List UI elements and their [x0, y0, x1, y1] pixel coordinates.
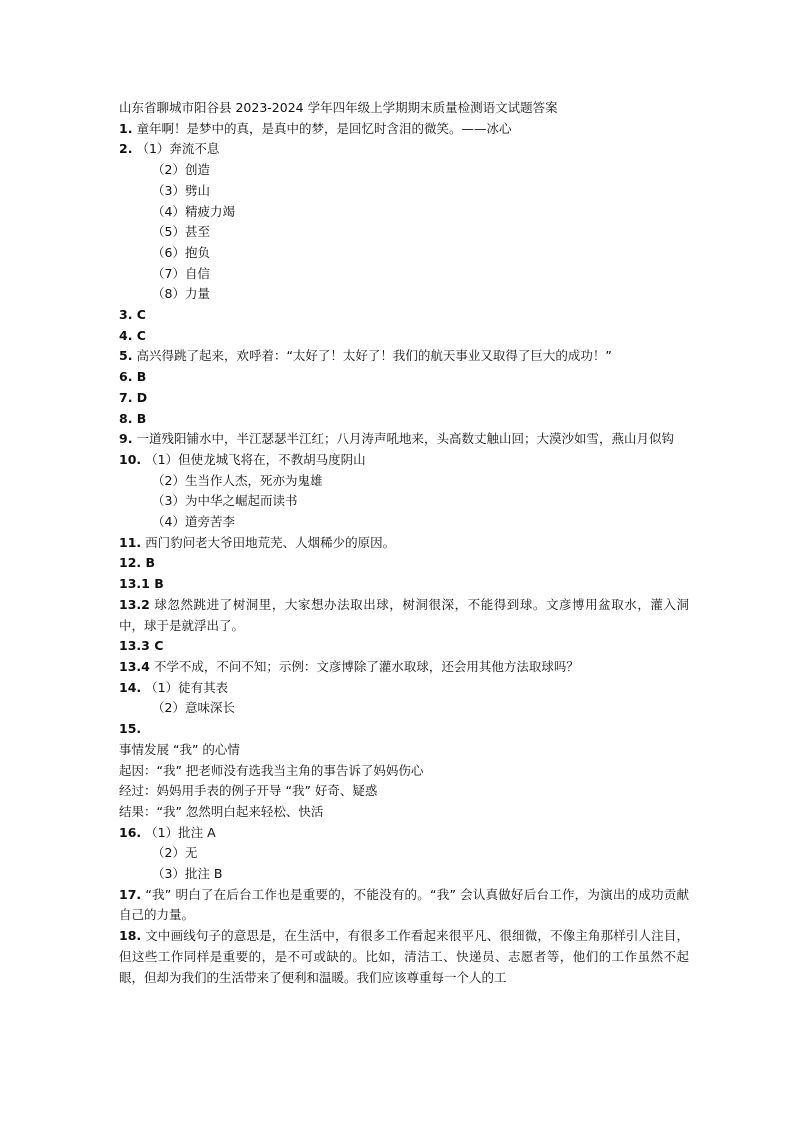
- answer-line: [119, 471, 689, 492]
- answer-content: [119, 98, 689, 988]
- answer-line: [119, 243, 689, 264]
- question-number: 13.4: [119, 658, 150, 674]
- answer-line: [119, 305, 689, 326]
- question-number: 14.: [119, 679, 142, 695]
- answer-line: [119, 326, 689, 347]
- answer-text: （1）但使龙城飞将在，不教胡马度阴山: [145, 451, 366, 467]
- answer-text: （3）劈山: [152, 182, 210, 198]
- answer-line: [119, 636, 689, 657]
- answer-text: 结果：“我” 忽然明白起来轻松、快活: [119, 803, 324, 819]
- question-number: 5.: [119, 348, 133, 364]
- answer-text: （4）道旁苦李: [152, 514, 235, 530]
- answer-text: （8）力量: [152, 286, 210, 302]
- answer-text: 童年啊！是梦中的真，是真中的梦，是回忆时含泪的微笑。——冰心: [136, 120, 512, 136]
- answer-line: [119, 802, 689, 823]
- answer-text: （2）创造: [152, 162, 210, 178]
- question-number: 2.: [119, 141, 133, 157]
- question-number: 18.: [119, 928, 142, 944]
- answer-text: （1）批注 A: [145, 824, 216, 840]
- question-number: 10.: [119, 451, 142, 467]
- question-number: 9.: [119, 431, 133, 447]
- answer-line: [119, 574, 689, 595]
- question-number: 7. D: [119, 389, 148, 405]
- answer-text: （1）徒有其表: [145, 679, 229, 695]
- answer-line: [119, 843, 689, 864]
- question-number: 1.: [119, 120, 133, 136]
- answer-line: [119, 409, 689, 430]
- answer-line: [119, 740, 689, 761]
- answer-text: 文中画线句子的意思是，在生活中，有很多工作看起来很平凡、很细微，不像主角那样引人注目，但这些工作同样是重要的，是不可或缺的。比如，清洁工、快递员、志愿者等，他们的工作虽然不起眼，但却为我们的生活带来了便利和温暖。我们应该尊重每一个人的工: [119, 928, 689, 985]
- answer-line: [119, 119, 689, 140]
- answer-line: [119, 346, 689, 367]
- question-number: 13.2: [119, 596, 150, 612]
- answer-text: （1）奔流不息: [136, 141, 220, 157]
- answer-line: [119, 512, 689, 533]
- answer-text: （3）为中华之崛起而读书: [152, 493, 298, 509]
- answer-text: “我” 明白了在后台工作也是重要的，不能没有的。“我” 会认真做好后台工作，为演出的成功贡献自己的力量。: [119, 886, 689, 923]
- answer-line: [119, 823, 689, 844]
- answer-line: [119, 926, 689, 988]
- answer-line: [119, 388, 689, 409]
- answer-line: [119, 719, 689, 740]
- answer-text: 高兴得跳了起来，欢呼着：“太好了！太好了！我们的航天事业又取得了巨大的成功！”: [136, 348, 612, 364]
- question-number: 12. B: [119, 555, 156, 571]
- answer-text: （6）抱负: [152, 244, 210, 260]
- answer-line: [119, 698, 689, 719]
- question-number: 13.3 C: [119, 638, 164, 654]
- answer-line: [119, 885, 689, 926]
- answer-line: [119, 553, 689, 574]
- question-number: 8. B: [119, 410, 147, 426]
- answer-line: [119, 678, 689, 699]
- answer-text: 经过：妈妈用手表的例子开导 “我” 好奇、疑惑: [119, 783, 378, 799]
- answer-line: [119, 864, 689, 885]
- question-number: 13.1 B: [119, 576, 164, 592]
- answer-line: [119, 533, 689, 554]
- question-number: 6. B: [119, 369, 147, 385]
- answer-line: [119, 781, 689, 802]
- question-number: 15.: [119, 721, 142, 737]
- question-number: 17.: [119, 886, 142, 902]
- answer-text: （2）意味深长: [152, 700, 235, 716]
- answer-text: 球忽然跳进了树洞里，大家想办法取出球，树洞很深，不能得到球。文彦博用盆取水，灌入洞中，球于是就浮出了。: [119, 596, 689, 633]
- answer-line: [119, 429, 689, 450]
- answer-line: [119, 284, 689, 305]
- answer-line: [119, 202, 689, 223]
- document-title: 山东省聊城市阳谷县 2023-2024 学年四年级上学期期末质量检测语文试题答案: [119, 100, 558, 115]
- answer-text: 一道残阳铺水中，半江瑟瑟半江红；八月涛声吼地来，头高数丈触山回；大漠沙如雪，燕山月似钩: [136, 431, 674, 447]
- question-number: 3. C: [119, 307, 146, 323]
- answer-line: [119, 139, 689, 160]
- answer-text: （5）甚至: [152, 224, 210, 240]
- answer-line: [119, 761, 689, 782]
- answer-line: [119, 450, 689, 471]
- question-number: 4. C: [119, 327, 146, 343]
- answer-text: 起因：“我” 把老师没有选我当主角的事告诉了妈妈伤心: [119, 762, 424, 778]
- answer-text: （2）生当作人杰，死亦为鬼雄: [152, 472, 323, 488]
- answer-text: （4）精疲力竭: [152, 203, 235, 219]
- answer-line: [119, 160, 689, 181]
- answer-line: [119, 367, 689, 388]
- answer-line: [119, 264, 689, 285]
- answer-line: [119, 222, 689, 243]
- answer-line: [119, 181, 689, 202]
- answer-text: 不学不成，不问不知；示例：文彦博除了灌水取球，还会用其他方法取球吗？: [153, 658, 579, 674]
- answer-text: （3）批注 B: [152, 866, 223, 882]
- answer-line: [119, 491, 689, 512]
- answer-text: （2）无: [152, 845, 198, 861]
- answer-line: [119, 657, 689, 678]
- answer-text: 西门豹问老大爷田地荒芜、人烟稀少的原因。: [145, 534, 396, 550]
- question-number: 11.: [119, 534, 142, 550]
- question-number: 16.: [119, 824, 142, 840]
- answer-line: [119, 595, 689, 636]
- answer-text: （7）自信: [152, 265, 210, 281]
- answer-text: 事情发展 “我” 的心情: [119, 741, 240, 757]
